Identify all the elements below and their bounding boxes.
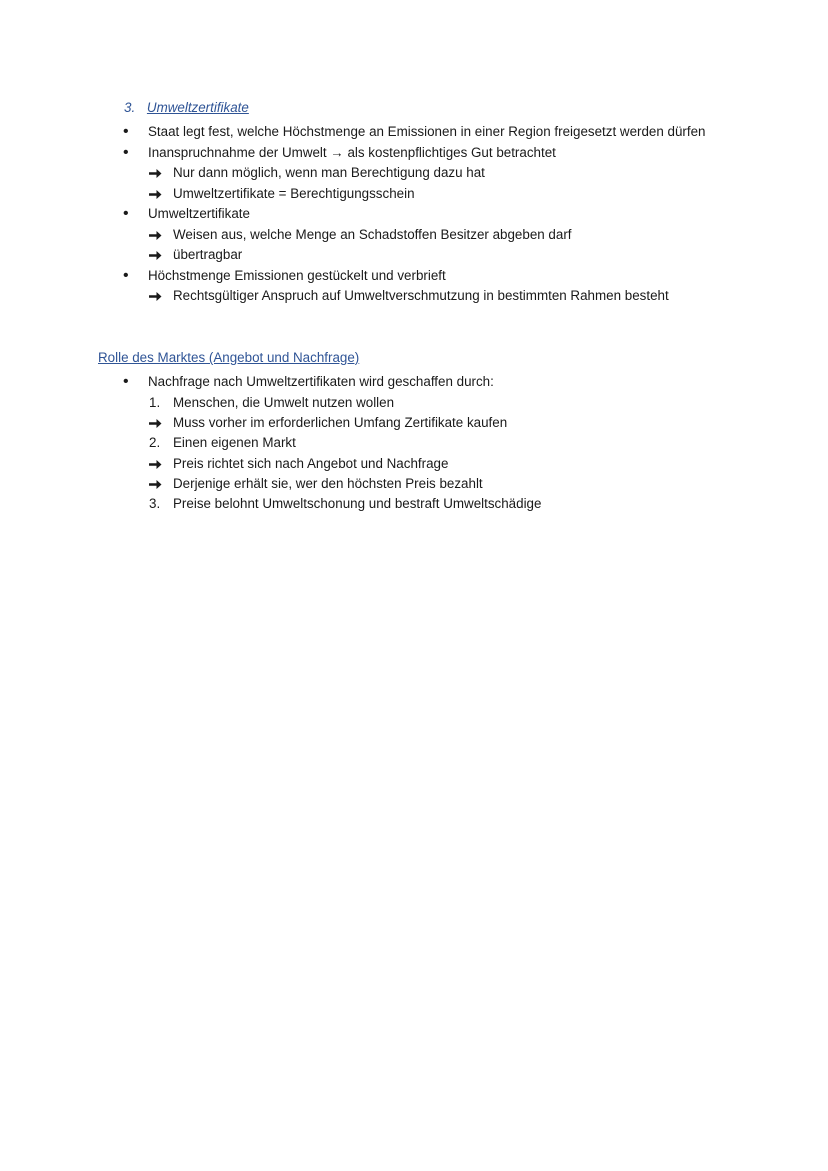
bullet-icon: • xyxy=(123,267,129,284)
list-item: Nachfrage nach Umweltzertifikaten wird geschaffen durch: xyxy=(148,374,494,389)
bullet-icon: • xyxy=(123,123,129,140)
list-number: 2. xyxy=(149,435,161,450)
list-item: Einen eigenen Markt xyxy=(173,435,296,450)
arrow-right-icon xyxy=(149,184,163,204)
arrow-right-icon xyxy=(149,225,163,245)
list-item: übertragbar xyxy=(173,247,243,262)
arrow-right-icon xyxy=(149,245,163,265)
list-item: Weisen aus, welche Menge an Schadstoffen Besitzer abgeben darf xyxy=(173,227,572,242)
market-heading: Rolle des Marktes (Angebot und Nachfrage) xyxy=(98,350,360,365)
section-3-heading xyxy=(124,98,249,118)
list-item: Derjenige erhält sie, wer den höchsten Preis bezahlt xyxy=(173,476,483,491)
arrow-right-icon xyxy=(149,286,163,306)
list-item: Muss vorher im erforderlichen Umfang Zertifikate kaufen xyxy=(173,415,508,430)
list-item: Nur dann möglich, wenn man Berechtigung dazu hat xyxy=(173,165,485,180)
bullet-icon: • xyxy=(123,205,129,222)
list-item: Umweltzertifikate xyxy=(148,206,250,221)
section-3-title: Umweltzertifikate xyxy=(146,100,249,115)
bullet-icon: • xyxy=(123,373,129,390)
list-number: 3. xyxy=(149,496,161,511)
list-item: Preise belohnt Umweltschonung und bestraft Umweltschädige xyxy=(173,496,542,511)
arrow-right-icon xyxy=(149,454,163,474)
list-item: Menschen, die Umwelt nutzen wollen xyxy=(173,395,395,410)
arrow-right-icon xyxy=(149,474,163,494)
list-item: Inanspruchnahme der Umwelt → als kostenpflichtiges Gut betrachtet xyxy=(148,145,556,160)
section-3-number: 3. xyxy=(124,100,136,115)
list-number: 1. xyxy=(149,395,161,410)
bullet-icon: • xyxy=(123,144,129,161)
arrow-right-icon xyxy=(149,413,163,433)
list-item: Umweltzertifikate = Berechtigungsschein xyxy=(173,186,415,201)
list-item: Rechtsgültiger Anspruch auf Umweltverschmutzung in bestimmten Rahmen besteht xyxy=(173,288,669,303)
list-item: Höchstmenge Emissionen gestückelt und verbrieft xyxy=(148,268,446,283)
list-item: Staat legt fest, welche Höchstmenge an Emissionen in einer Region freigesetzt werden dürfen xyxy=(148,124,706,139)
list-item: Preis richtet sich nach Angebot und Nachfrage xyxy=(173,456,449,471)
arrow-right-icon xyxy=(149,163,163,183)
